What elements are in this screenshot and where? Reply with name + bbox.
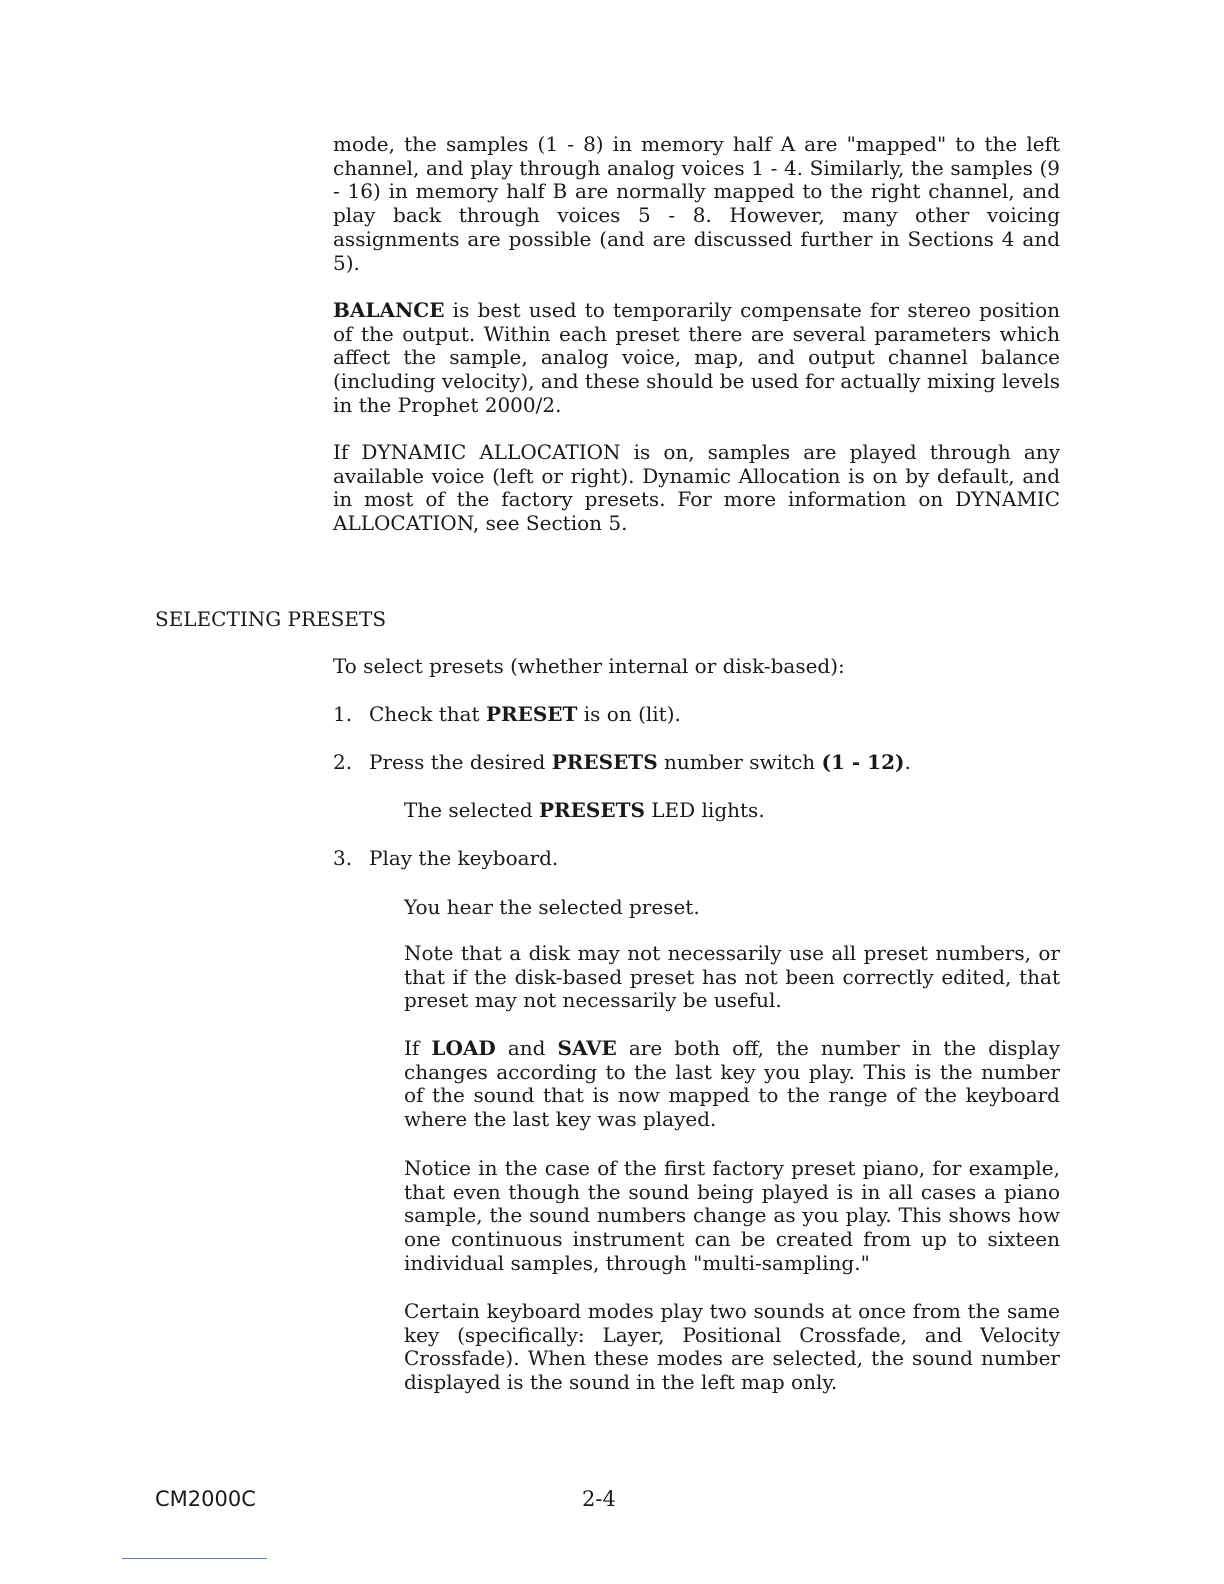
section-intro: To select presets (whether internal or disk-based):: [333, 654, 845, 678]
document-id: CM2000C: [155, 1487, 256, 1511]
load-term: LOAD: [431, 1036, 496, 1060]
step-2-number: 2.: [333, 750, 353, 774]
step-1-number: 1.: [333, 702, 353, 726]
paragraph-dynamic-allocation: If DYNAMIC ALLOCATION is on, samples are played through any available voice (left or right). Dynamic Allocation is on by default, and in most of the factory presets. For more information on DYNAMIC ALLOCATION, see Section 5.: [333, 440, 1060, 536]
step-2-result: The selected PRESETS LED lights.: [404, 798, 765, 822]
balance-text: is best used to temporarily compensate for stereo position of the output. Within each preset there are several parameters which affect the sample, analog voice, map, and output channel balance (including velocity), and these should be used for actually mixing levels in the Prophet 2000/2.: [333, 298, 1060, 417]
step-2: 2. Press the desired PRESETS number switch (1 - 12).: [333, 750, 911, 774]
note-multi-sampling: Notice in the case of the first factory preset piano, for example, that even though the sound being played is in all cases a piano sample, the sound numbers change as you play. This shows how one continuous instrument can be created from up to sixteen individual samples, through "multi-sampling.": [404, 1156, 1060, 1275]
note-load-save: If LOAD and SAVE are both off, the number in the display changes according to the last key you play. This is the number of the sound that is now mapped to the range of the keyboard where the last key was played.: [404, 1036, 1060, 1132]
note-keyboard-modes: Certain keyboard modes play two sounds at once from the same key (specifically: Layer, Positional Crossfade, and Velocity Crossfade). When these modes are selected, the sound number displayed is the sound in the left map only.: [404, 1299, 1060, 1395]
section-heading: SELECTING PRESETS: [155, 607, 387, 631]
balance-term: BALANCE: [333, 298, 445, 322]
step-1: 1. Check that PRESET is on (lit).: [333, 702, 681, 726]
preset-range: (1 - 12): [821, 750, 905, 774]
presets-led-term: PRESETS: [538, 798, 645, 822]
note-disk-presets: Note that a disk may not necessarily use all preset numbers, or that if the disk-based preset has not been correctly edited, that preset may not necessarily be useful.: [404, 941, 1060, 1013]
paragraph-balance: [333, 299, 1060, 418]
step-3-number: 3.: [333, 846, 353, 870]
preset-term: PRESET: [485, 702, 578, 726]
save-term: SAVE: [557, 1036, 617, 1060]
page-number: 2-4: [582, 1487, 616, 1511]
footer-rule: [122, 1558, 267, 1559]
step-3-result: You hear the selected preset.: [404, 895, 700, 919]
presets-term: PRESETS: [551, 750, 658, 774]
step-3: 3. Play the keyboard.: [333, 846, 559, 870]
paragraph-voice-mapping: mode, the samples (1 - 8) in memory half A are "mapped" to the left channel, and play through analog voices 1 - 4. Similarly, the samples (9 - 16) in memory half B are normally mapped to the right channel, and play back through voices 5 - 8. However, many other voicing assignments are possible (and are discussed further in Sections 4 and 5).: [333, 132, 1060, 275]
